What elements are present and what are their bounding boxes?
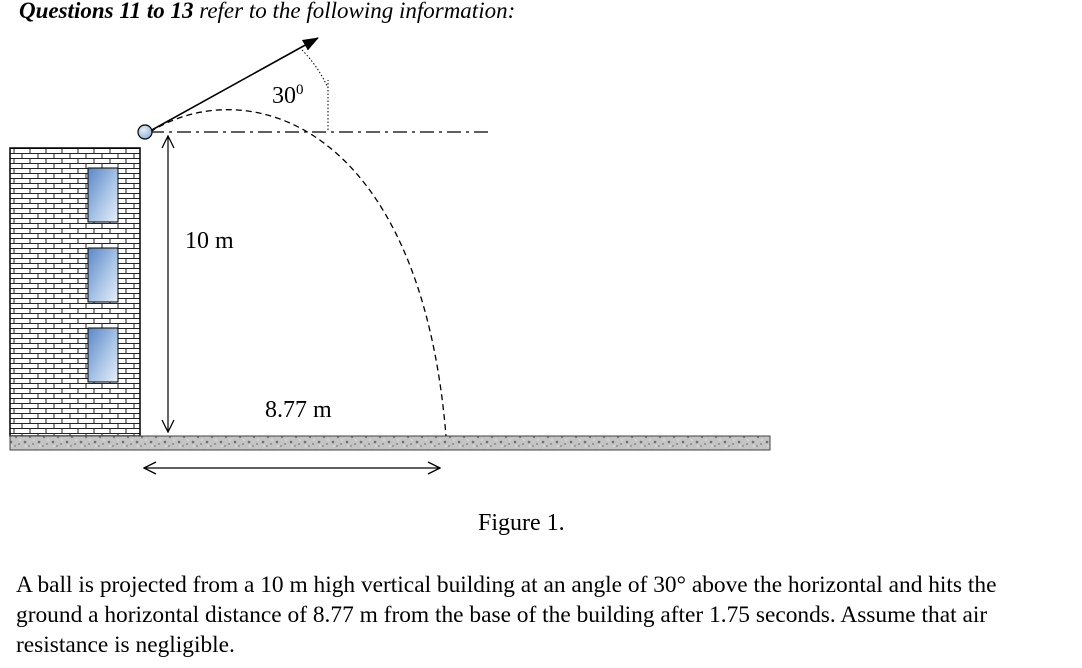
- window-middle: [88, 248, 118, 302]
- heading-text: refer to the following information:: [193, 0, 516, 23]
- angle-label: $30^0$: [272, 82, 304, 109]
- brick-wall: [10, 148, 140, 436]
- building: [10, 148, 140, 436]
- figure-caption: Figure 1.: [478, 510, 565, 536]
- distance-label: 8.77 m: [265, 397, 332, 423]
- question-range: Questions 11 to 13: [19, 0, 194, 23]
- height-label: 10 m: [185, 228, 234, 254]
- ball: [138, 125, 152, 139]
- trajectory-path: [150, 110, 446, 436]
- window-top: [88, 168, 118, 222]
- angle-arc: [302, 50, 328, 88]
- ground: [10, 436, 770, 450]
- problem-description: A ball is projected from a 10 m high vertical building at an angle of 30° above the horizontal and hits the ground a horizontal distance of 8.77 m from the base of the building after 1.75 seconds. Assume that air resistance is negligible.: [16, 572, 997, 658]
- window-bottom: [88, 328, 118, 382]
